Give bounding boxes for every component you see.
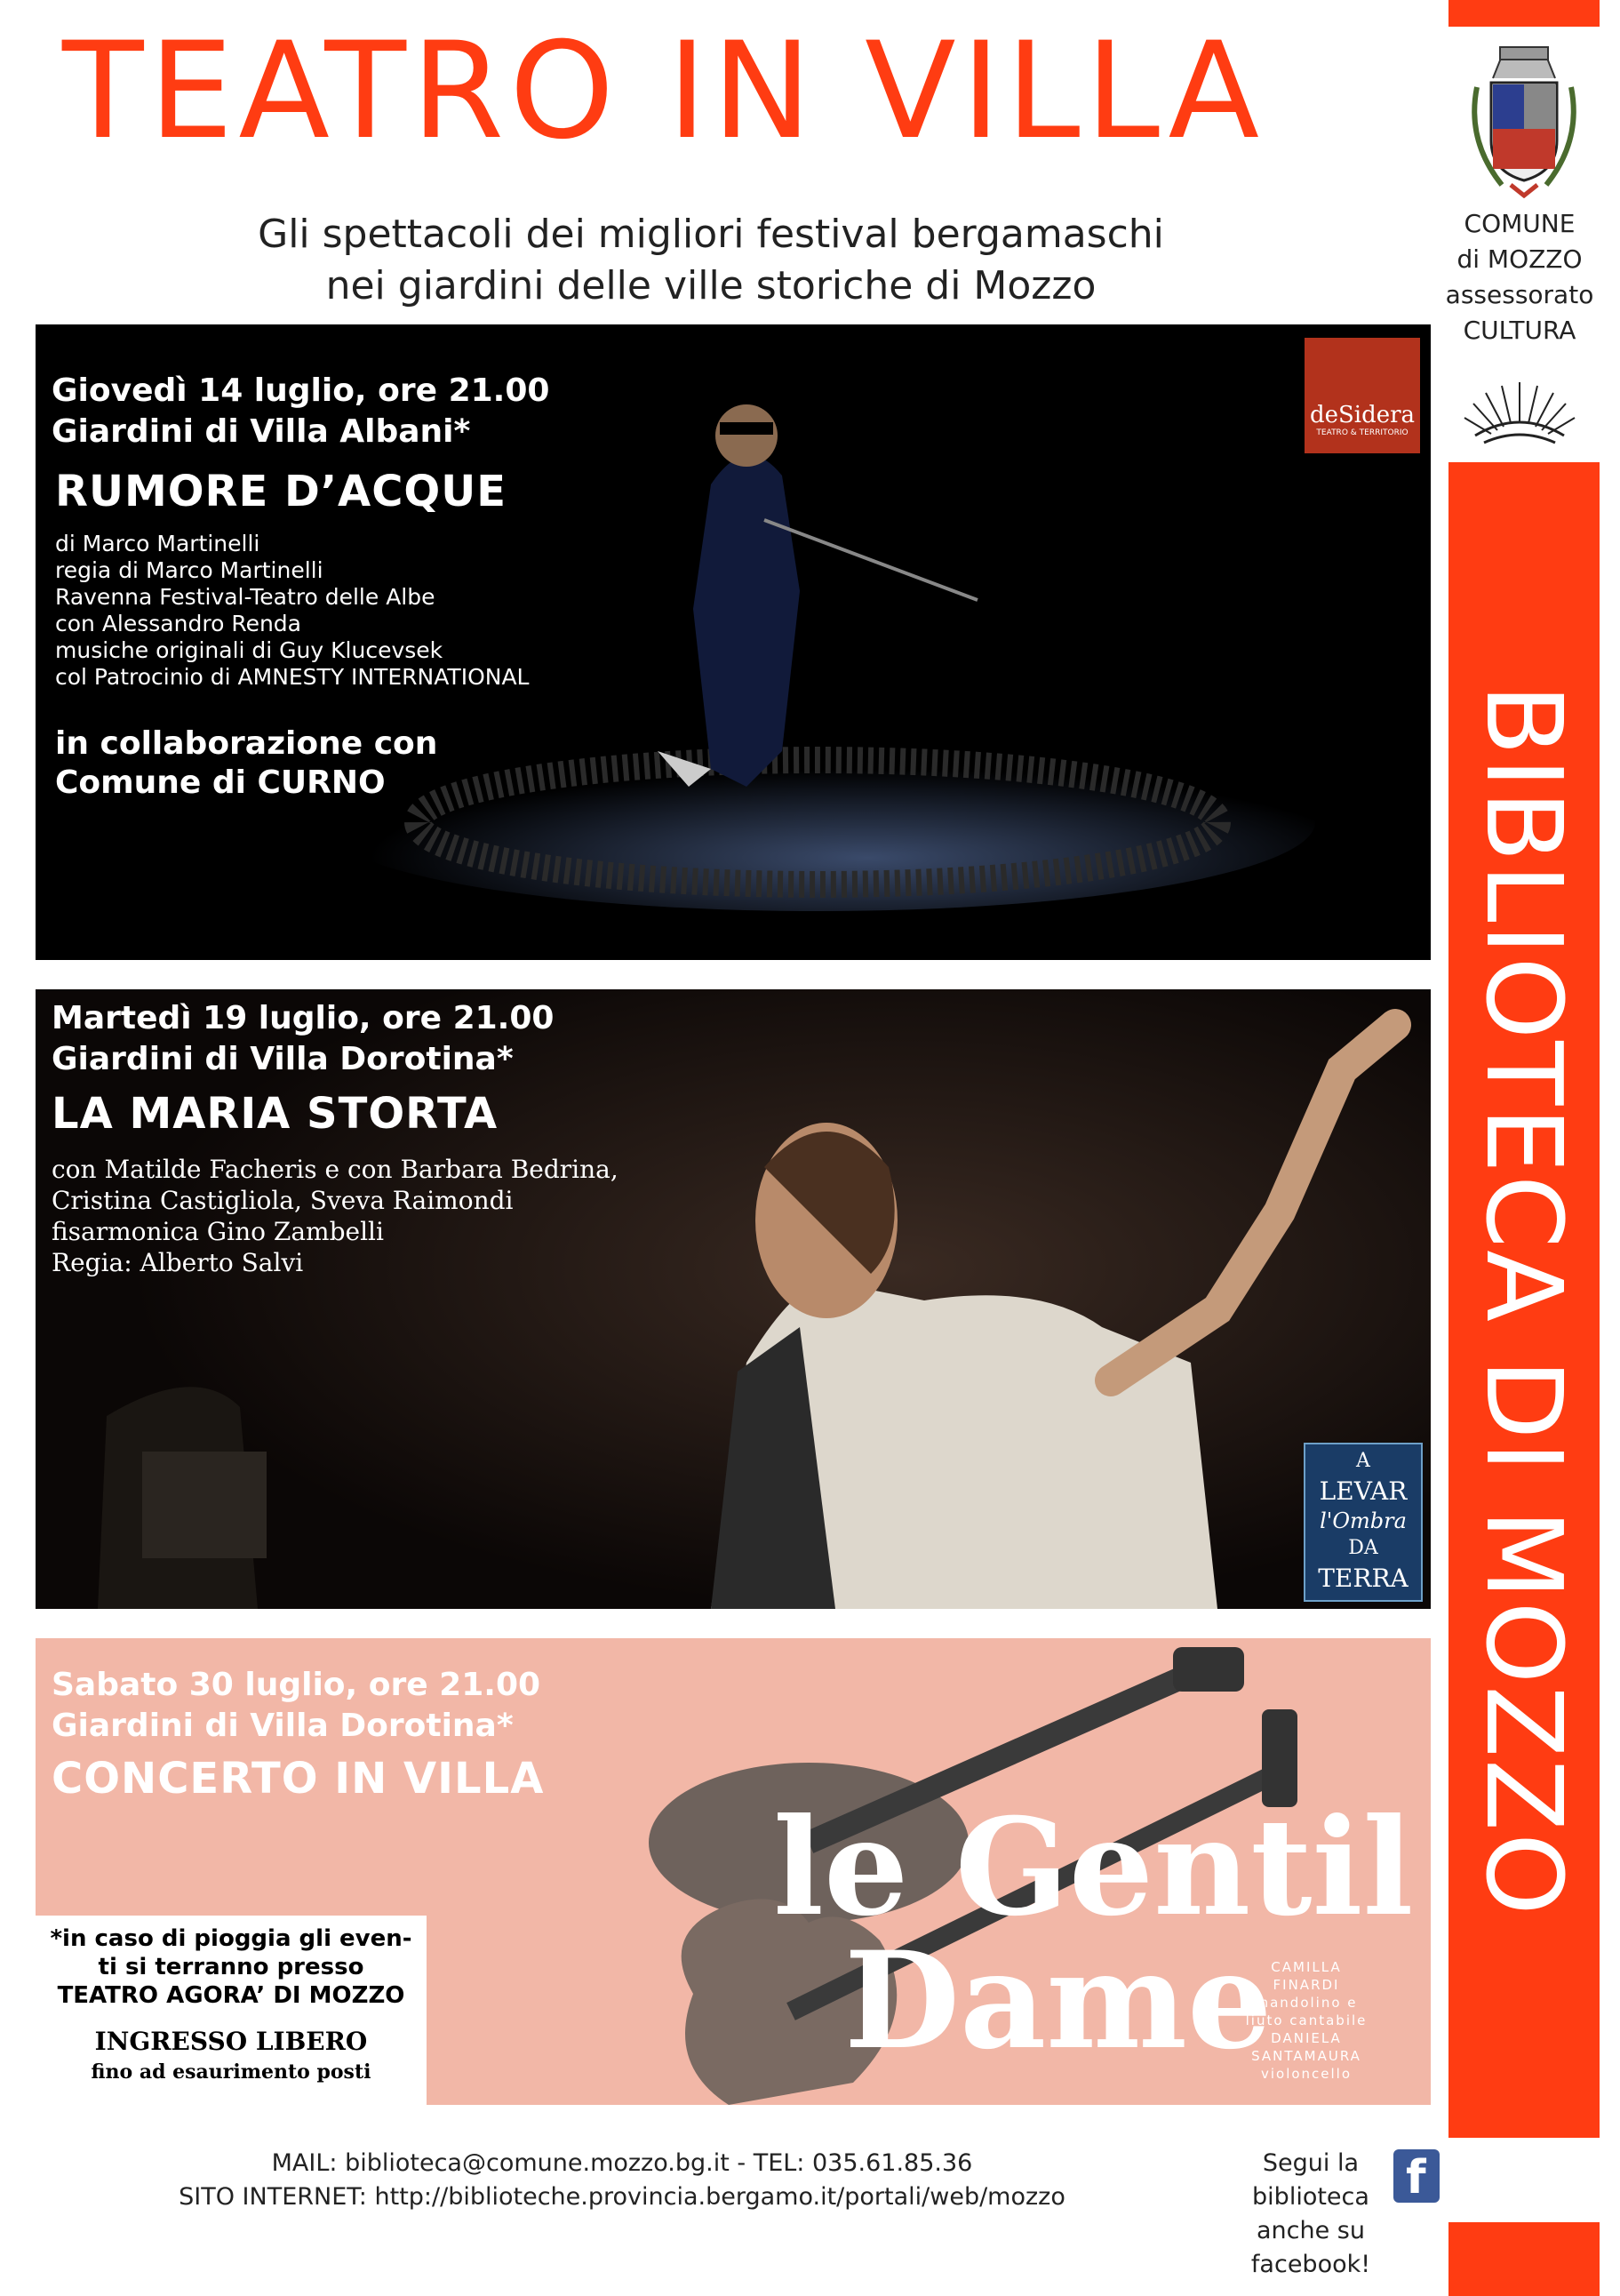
library-sun-logo-icon: [1457, 373, 1582, 453]
levar-logo-line: DA: [1348, 1537, 1378, 1559]
desidera-logo-sub: TEATRO & TERRITORIO: [1316, 428, 1409, 437]
collab-line-1: in collaborazione con: [55, 725, 438, 762]
facebook-icon[interactable]: [1393, 2149, 1440, 2203]
event-1-collaboration: [55, 724, 437, 803]
subtitle-line-1: Gli spettacoli dei migliori festival bergamaschi: [258, 212, 1164, 257]
rain-notice-line: *in caso di pioggia gli even-: [50, 1925, 412, 1952]
credit-line: fisarmonica Gino Zambelli: [52, 1217, 384, 1246]
artist-line: DANIELA: [1271, 2030, 1342, 2046]
artist-line: SANTAMAURA: [1251, 2048, 1361, 2064]
desidera-logo: [1305, 338, 1420, 453]
event-2-title: LA MARIA STORTA: [52, 1089, 499, 1139]
credit-line: con Alessandro Renda: [55, 611, 301, 636]
levar-logo-line: A: [1356, 1450, 1370, 1472]
event-1-datetime: [52, 371, 549, 452]
desidera-logo-name: deSidera: [1309, 402, 1416, 428]
credit-line: Ravenna Festival-Teatro delle Albe: [55, 584, 435, 610]
seats-label: fino ad esaurimento posti: [91, 2060, 371, 2084]
levar-logo-line: TERRA: [1318, 1564, 1409, 1593]
vertical-library-label: [1448, 462, 1600, 2138]
right-bar-top: [1448, 0, 1600, 27]
event-1-date: Giovedì 14 luglio, ore 21.00: [52, 372, 550, 409]
comune-line-4: CULTURA: [1463, 316, 1576, 345]
event-panel-2: [36, 989, 1431, 1609]
event-2-datetime: [52, 998, 554, 1080]
footer-contacts: [133, 2147, 1111, 2214]
event-3-datetime: [52, 1665, 540, 1747]
right-bar-bottom: [1448, 2222, 1600, 2296]
footer-mail-tel[interactable]: MAIL: biblioteca@comune.mozzo.bg.it - TEL: 035.61.85.36: [271, 2149, 973, 2177]
event-3-venue: Giardini di Villa Dorotina*: [52, 1708, 514, 1744]
credit-line: con Matilde Facheris e con Barbara Bedrina,: [52, 1155, 618, 1184]
credit-line: di Marco Martinelli: [55, 531, 260, 556]
levar-ombra-logo: [1304, 1443, 1423, 1602]
levar-logo-line: LEVAR: [1319, 1476, 1408, 1506]
poster-title: TEATRO IN VILLA: [62, 14, 1265, 169]
art-title-2: Dame: [844, 1923, 1273, 2079]
credit-line: regia di Marco Martinelli: [55, 557, 323, 583]
collab-line-2: Comune di CURNO: [55, 764, 386, 801]
comune-line-2: di MOZZO: [1456, 244, 1583, 274]
vertical-library-text: BIBLIOTECA DI MOZZO: [1463, 683, 1585, 1917]
event-3-date: Sabato 30 luglio, ore 21.00: [52, 1667, 541, 1703]
facebook-invite: [1209, 2147, 1413, 2282]
artist-line: liuto cantabile: [1245, 2012, 1368, 2028]
art-title-1: le Gentil: [773, 1789, 1414, 1946]
rain-notice: [36, 1924, 427, 2010]
comune-label: [1422, 206, 1617, 348]
event-2-venue: Giardini di Villa Dorotina*: [52, 1041, 514, 1077]
comune-line-1: COMUNE: [1464, 209, 1576, 238]
artist-line: FINARDI: [1273, 1977, 1340, 1993]
artist-line: CAMILLA: [1271, 1959, 1342, 1975]
event-1-title: RUMORE D’ACQUE: [55, 467, 507, 516]
comune-line-3: assessorato: [1445, 280, 1594, 309]
free-entry-label: INGRESSO LIBERO: [94, 2027, 368, 2056]
comune-crest-icon: [1466, 34, 1582, 198]
subtitle-line-2: nei giardini delle ville storiche di Mozzo: [325, 263, 1097, 308]
artist-line: mandolino e: [1255, 1995, 1358, 2011]
event-1-credits: [55, 531, 529, 691]
event-2-photo: [36, 989, 1431, 1609]
artist-names: [1235, 1958, 1377, 2083]
levar-logo-line: l'Ombra: [1320, 1508, 1407, 1533]
event-3-title: CONCERTO IN VILLA: [52, 1754, 545, 1804]
credit-line: Regia: Alberto Salvi: [52, 1248, 304, 1277]
event-2-date: Martedì 19 luglio, ore 21.00: [52, 1000, 555, 1036]
event-2-credits: [52, 1154, 618, 1278]
event-panel-3: [36, 1638, 1431, 2105]
artist-line: violoncello: [1260, 2066, 1353, 2082]
facebook-line-2: anche su facebook!: [1250, 2217, 1371, 2278]
rain-notice-line: TEATRO AGORA’ DI MOZZO: [57, 1982, 405, 2009]
event-panel-1: [36, 324, 1431, 960]
rain-notice-line: ti si terranno presso: [98, 1954, 364, 1980]
event-1-venue: Giardini di Villa Albani*: [52, 413, 471, 450]
footer-website[interactable]: SITO INTERNET: http://biblioteche.provincia.bergamo.it/portali/web/mozzo: [179, 2183, 1065, 2211]
credit-line: col Patrocinio di AMNESTY INTERNATIONAL: [55, 664, 530, 690]
facebook-line-1: Segui la biblioteca: [1252, 2149, 1369, 2211]
credit-line: musiche originali di Guy Klucevsek: [55, 637, 443, 663]
facebook-glyph: f: [1406, 2151, 1426, 2204]
poster-subtitle: [133, 209, 1289, 312]
credit-line: Cristina Castigliola, Sveva Raimondi: [52, 1186, 514, 1215]
